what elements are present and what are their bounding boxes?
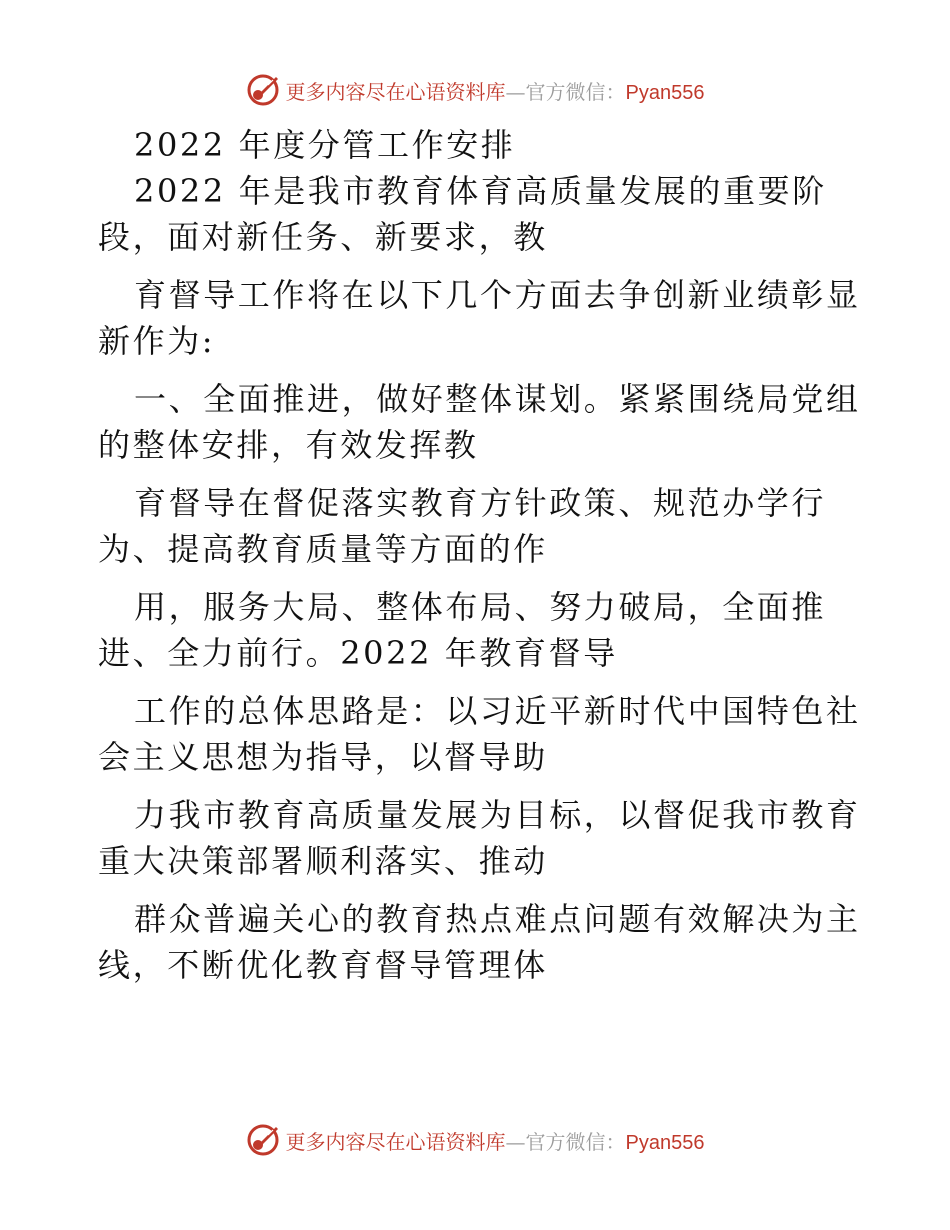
doc-line: 的整体安排，有效发挥教 <box>98 426 479 464</box>
watermark-dash: — <box>505 1129 526 1154</box>
doc-line: 新作为: <box>98 322 216 360</box>
watermark-official-label: 官方微信： <box>525 79 626 104</box>
doc-line: 育督导在督促落实教育方针政策、规范办学行 <box>134 484 827 522</box>
doc-line: 群众普遍关心的教育热点难点问题有效解决为主 <box>134 900 861 938</box>
doc-line: 工作的总体思路是：以习近平新时代中国特色社 <box>134 692 861 730</box>
watermark-official-label: 官方微信： <box>525 1129 626 1154</box>
watermark-wechat-id: Pyan556 <box>625 81 705 104</box>
quill-pen-logo-icon <box>246 73 280 107</box>
doc-line: 进、全力前行。2022 年教育督导 <box>98 634 618 672</box>
doc-line: 段，面对新任务、新要求，教 <box>98 218 548 256</box>
doc-line: 一、全面推进，做好整体谋划。紧紧围绕局党组 <box>134 380 861 418</box>
watermark-site: 更多内容尽在心语资料库 <box>285 1129 506 1154</box>
doc-line: 力我市教育高质量发展为目标，以督促我市教育 <box>134 796 861 834</box>
doc-line: 育督导工作将在以下几个方面去争创新业绩彰显 <box>134 276 861 314</box>
doc-line: 会主义思想为指导，以督导助 <box>98 738 548 776</box>
doc-line: 重大决策部署顺利落实、推动 <box>98 842 548 880</box>
watermark-text <box>286 76 705 105</box>
doc-title: 2022 年度分管工作安排 <box>134 126 516 164</box>
footer-watermark <box>0 1120 950 1160</box>
watermark-text <box>286 1126 705 1155</box>
doc-line: 为、提高教育质量等方面的作 <box>98 530 548 568</box>
quill-pen-logo-icon <box>246 1123 280 1157</box>
watermark-site: 更多内容尽在心语资料库 <box>285 79 506 104</box>
header-watermark <box>0 70 950 110</box>
watermark-wechat-id: Pyan556 <box>625 1131 705 1154</box>
document-body <box>98 122 861 988</box>
doc-line: 2022 年是我市教育体育高质量发展的重要阶 <box>134 172 827 210</box>
doc-line: 线，不断优化教育督导管理体 <box>98 946 548 984</box>
watermark-dash: — <box>505 79 526 104</box>
doc-line: 用，服务大局、整体布局、努力破局，全面推 <box>134 588 827 626</box>
